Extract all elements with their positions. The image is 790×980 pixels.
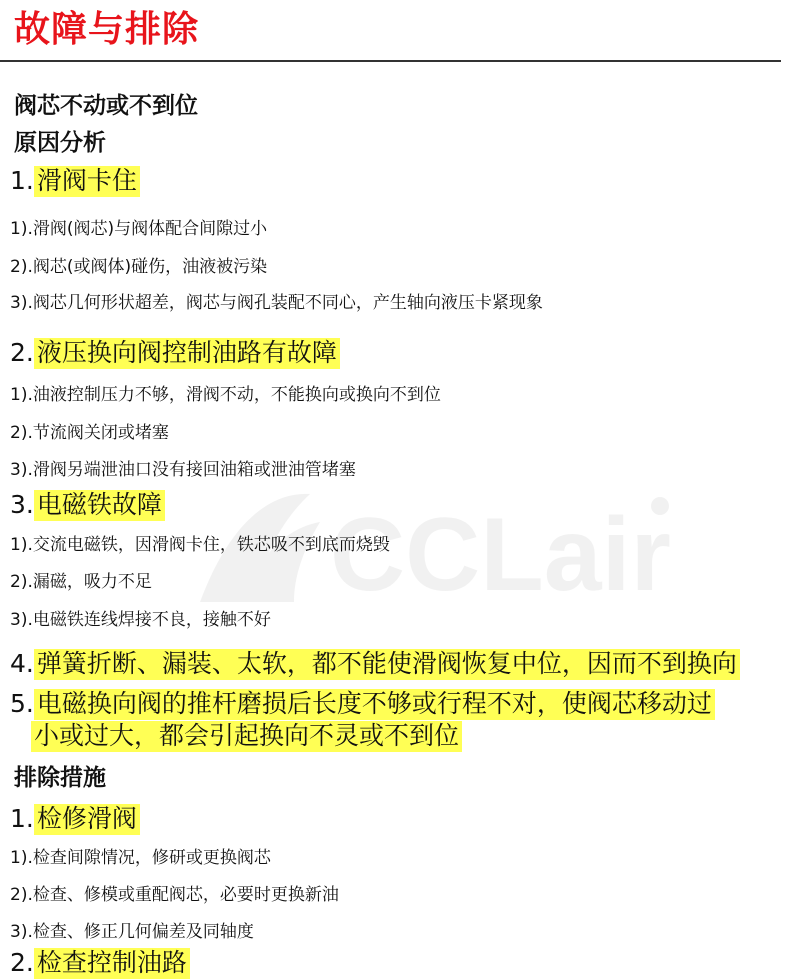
cause-5-label-line-1: 电磁换向阀的推杆磨损后长度不够或行程不对，使阀芯移动过: [34, 689, 715, 720]
watermark-text: CCLair: [330, 497, 671, 612]
cause-2-heading: [10, 336, 340, 370]
cause-2-item-3: 3).滑阀另端泄油口没有接回油箱或泄油管堵塞: [10, 460, 356, 480]
remedy-2-heading: [10, 946, 190, 980]
remedy-1-item-2: 2).检查、修模或重配阀芯，必要时更换新油: [10, 885, 339, 905]
cause-5-heading-line-1: [10, 688, 715, 720]
cause-2-item-1: 1).油液控制压力不够，滑阀不动，不能换向或换向不到位: [10, 385, 441, 405]
cause-5-label-line-2: 小或过大，都会引起换向不灵或不到位: [31, 721, 462, 752]
cause-heading: 原因分析: [14, 130, 106, 156]
cause-5-number: 5.: [10, 689, 34, 718]
cause-2-label: 液压换向阀控制油路有故障: [34, 338, 340, 369]
cause-3-item-3: 3).电磁铁连线焊接不良，接触不好: [10, 610, 271, 630]
cause-1-number: 1.: [10, 166, 34, 195]
cause-3-label: 电磁铁故障: [34, 490, 165, 521]
watermark-dot: [651, 497, 669, 515]
cause-3-item-1: 1).交流电磁铁，因滑阀卡住，铁芯吸不到底而烧毁: [10, 535, 390, 555]
cause-3-item-2: 2).漏磁，吸力不足: [10, 572, 152, 592]
cause-5-heading-line-2: [31, 720, 462, 752]
remedy-1-label: 检修滑阀: [34, 804, 140, 835]
remedy-2-number: 2.: [10, 948, 34, 977]
cause-4-heading: [10, 648, 740, 680]
cause-1-heading: [10, 164, 140, 198]
cause-1-item-2: 2).阀芯(或阀体)碰伤，油液被污染: [10, 257, 268, 277]
problem-heading: 阀芯不动或不到位: [14, 93, 198, 119]
remedy-1-heading: [10, 802, 140, 836]
cause-1-item-1: 1).滑阀(阀芯)与阀体配合间隙过小: [10, 219, 268, 239]
page-title: 故障与排除: [14, 9, 200, 50]
remedy-1-item-3: 3).检查、修正几何偏差及同轴度: [10, 922, 254, 942]
cause-3-number: 3.: [10, 490, 34, 519]
remedy-1-number: 1.: [10, 804, 34, 833]
cause-4-label: 弹簧折断、漏装、太软，都不能使滑阀恢复中位，因而不到换向: [34, 649, 740, 680]
cause-1-item-3: 3).阀芯几何形状超差，阀芯与阀孔装配不同心，产生轴向液压卡紧现象: [10, 293, 543, 313]
cause-3-heading: [10, 488, 165, 522]
cause-4-number: 4.: [10, 649, 34, 678]
cause-2-number: 2.: [10, 338, 34, 367]
remedy-1-item-1: 1).检查间隙情况，修研或更换阀芯: [10, 848, 271, 868]
title-divider: [0, 60, 781, 62]
cause-2-item-2: 2).节流阀关闭或堵塞: [10, 423, 169, 443]
remedy-2-label: 检查控制油路: [34, 948, 190, 979]
cause-1-label: 滑阀卡住: [34, 166, 140, 197]
remedy-heading: 排除措施: [14, 765, 106, 791]
